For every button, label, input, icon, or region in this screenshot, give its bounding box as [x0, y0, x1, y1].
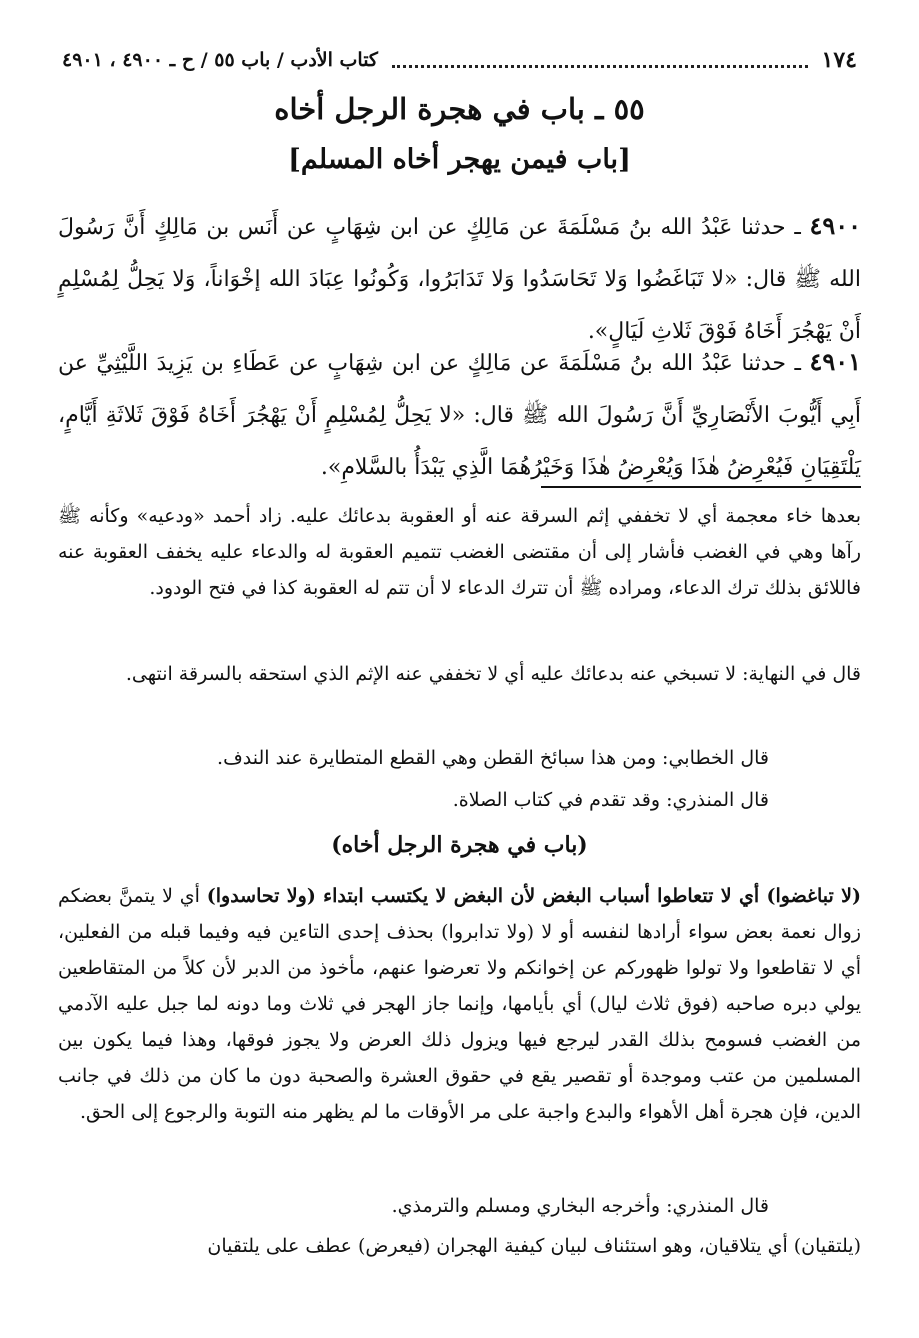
hadith-text: ـ حدثنا عَبْدُ الله بنُ مَسْلَمَةَ عن مَالِكٍ عن ابن شِهَابٍ عن عَطَاءِ بن يَزِيدَ اللَّيْثِيِّ عن أَبِي أَيُّوبَ الأَنْصَارِيِّ أَنَّ رَسُولَ الله ﷺ قال: «لا يَحِلُّ لِمُسْلِمٍ أَنْ يَهْجُرَ أَخَاهُ فَوْقَ ثَلاثَةِ أَيَّامٍ، يَلْتَقِيَانِ فَيُعْرِضُ هٰذَا وَيُعْرِضُ هٰذَا وَخَيْرُهُمَا الَّذِي يَبْدَأُ بالسَّلامِ». — [58, 351, 861, 480]
page-header — [62, 42, 857, 78]
commentary-paragraph: بعدها خاء معجمة أي لا تخففي إثم السرقة عنه أو العقوبة بدعائك عليه. زاد أحمد «ودعيه» وكأنه ﷺ رآها وهي في الغضب فأشار إلى أن مقتضى الغضب تتميم العقوبة له والدعاء عليه يخفف العقوبة عنه فاللائق بذلك ترك الدعاء، ومراده ﷺ أن تترك الدعاء لا أن تتم له العقوبة كذا في فتح الودود. — [58, 505, 861, 599]
chapter-title: ٥٥ ـ باب في هجرة الرجل أخاه — [274, 92, 645, 126]
commentary-paragraph: قال المنذري: وأخرجه البخاري ومسلم والترمذي. — [391, 1195, 769, 1217]
hadith-4900 — [58, 200, 861, 358]
commentary-paragraph: قال في النهاية: لا تسبخي عنه بدعائك عليه أي لا تخففي عنه الإثم الذي استحقه بالسرقة انتهى. — [125, 663, 861, 685]
hadith-text: ـ حدثنا عَبْدُ الله بنُ مَسْلَمَةَ عن مَالِكٍ عن ابن شِهَابٍ عن أَنَس بن مَالِكٍ أَنَّ رَسُولَ الله ﷺ قال: «لا تَبَاغَضُوا وَلا تَحَاسَدُوا وَلا تَدَابَرُوا، وَكُونُوا عِبَادَ الله إخْوَاناً، وَلا يَحِلُّ لِمُسْلِمٍ أَنْ يَهْجُرَ أَخَاهُ فَوْقَ ثَلاثِ لَيَالٍ». — [58, 215, 861, 344]
hadith-4901 — [58, 336, 861, 494]
chapter-subtitle: [باب فيمن يهجر أخاه المسلم] — [288, 144, 631, 175]
commentary-section-title: (باب في هجرة الرجل أخاه) — [331, 832, 588, 858]
commentary-paragraph: قال الخطابي: ومن هذا سبائخ القطن وهي القطع المتطايرة عند الندف. — [217, 747, 769, 769]
commentary-paragraph: قال المنذري: وقد تقدم في كتاب الصلاة. — [452, 789, 769, 811]
commentary-text: أي لا يتمنَّ بعضكم زوال نعمة بعض سواء أرادها لنفسه أو لا (ولا تدابروا) بحذف إحدى التاءين فيه وفيما قبله من الفعلين، أي لا تقاطعوا ولا تولوا ظهوركم عن إخوانكم ولا تعرضوا عنهم، مأخوذ من الدبر لأن كلاً من المتقاطعين يولي دبره صاحبه (فوق ثلاث ليال) أي بأيامها، وإنما جاز الهجر في ثلاث وما دونه لما جبل عليه الآدمي من الغضب فسومح بذلك القدر ليرجع فيها ويزول ذلك العرض ولا يجوز فوقها، وهذا فيما يكون بين المسلمين من عتب وموجدة أو تقصير يقع في حقوق العشرة والصحبة دون ما كان من ذلك في جانب الدين، فإن هجرة أهل الأهواء والبدع واجبة على مر الأوقات ما لم يظهر منه التوبة والرجوع إلى الحق. — [58, 885, 861, 1123]
commentary-paragraph — [58, 878, 861, 1130]
hadith-number: ٤٩٠٠ — [809, 211, 861, 240]
running-title: كتاب الأدب / باب ٥٥ / ح ـ ٤٩٠٠ ، ٤٩٠١ — [62, 49, 378, 71]
header-dot-leader — [392, 65, 808, 68]
commentary-lemma: (لا تباغضوا) أي لا تتعاطوا أسباب البغض لأن البغض لا يكتسب ابتداء (ولا تحاسدوا) — [206, 885, 861, 907]
commentary-paragraph: (يلتقيان) أي يتلاقيان، وهو استئناف لبيان كيفية الهجران (فيعرض) عطف على يلتقيان — [207, 1235, 861, 1257]
page-number: ١٧٤ — [821, 47, 857, 73]
footnote-divider — [541, 486, 861, 488]
hadith-number: ٤٩٠١ — [809, 347, 861, 376]
